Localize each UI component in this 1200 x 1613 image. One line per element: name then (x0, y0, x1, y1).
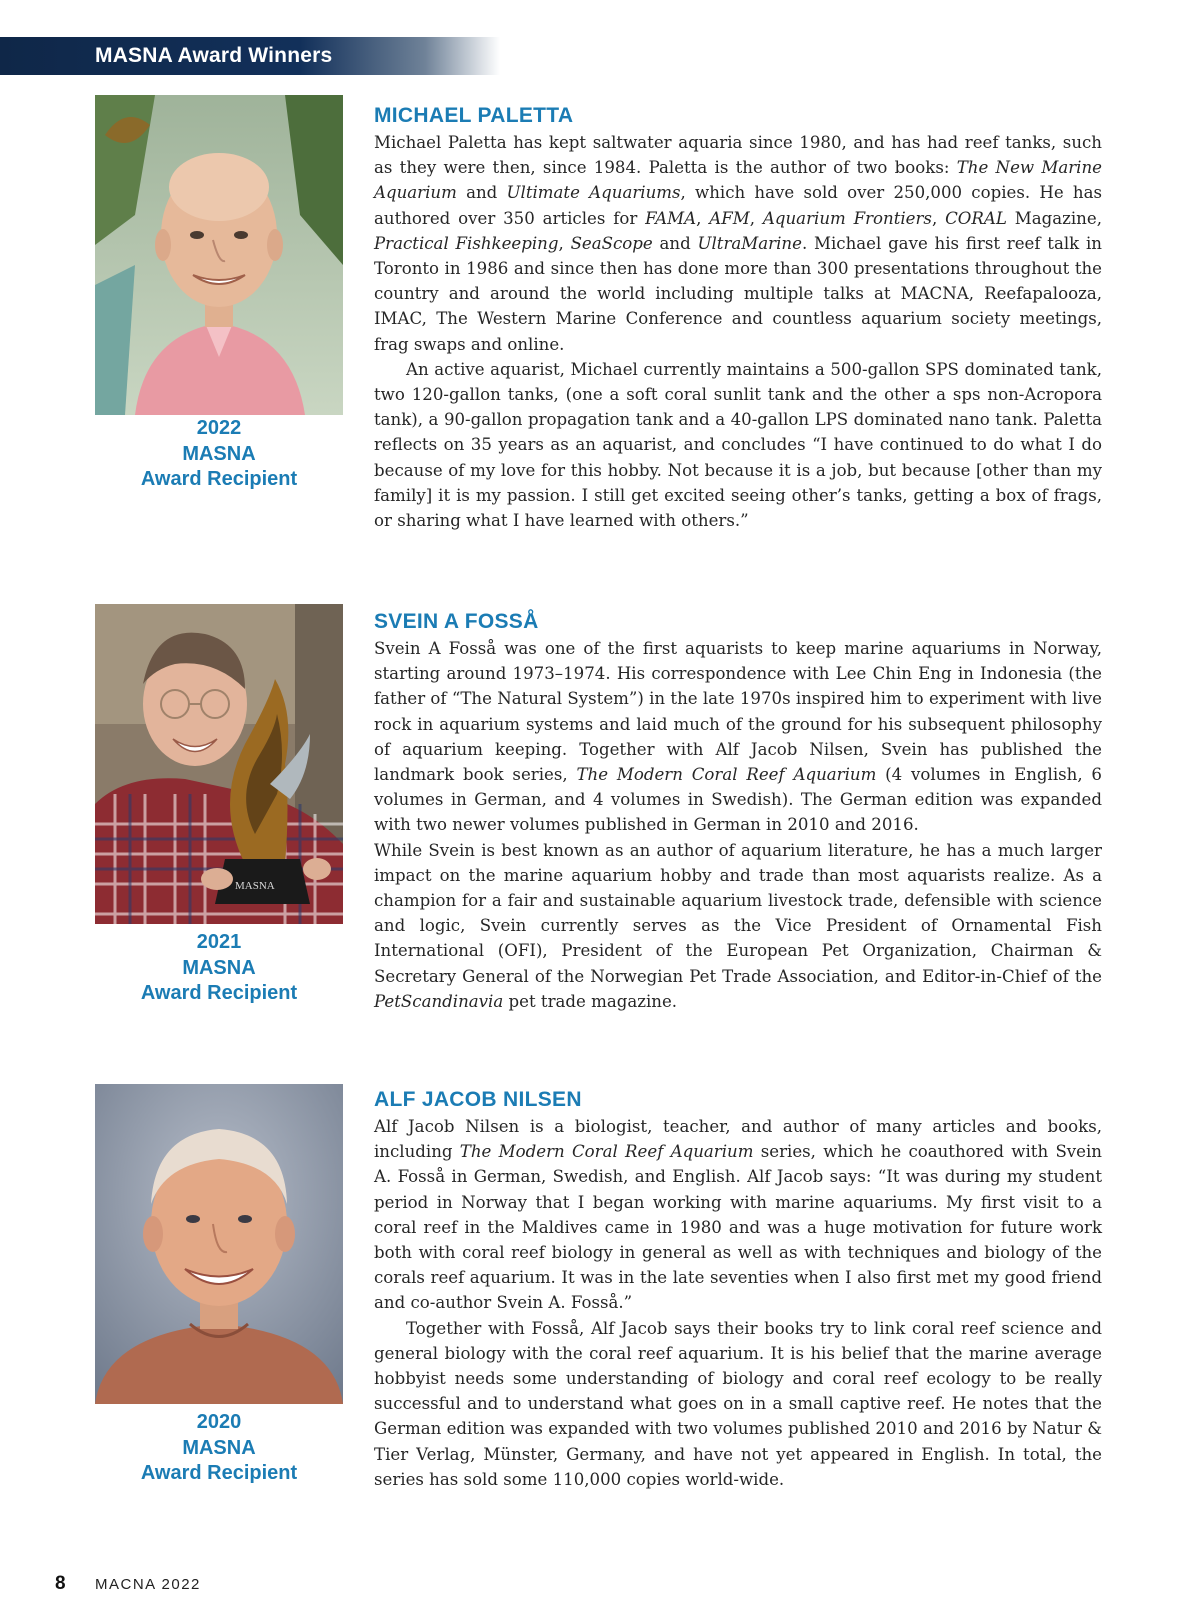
award-caption-2022 (95, 416, 343, 493)
section-title: MASNA Award Winners (95, 44, 333, 67)
award-org: MASNA (182, 956, 256, 979)
page-number: 8 (55, 1573, 66, 1594)
trophy-inscription: MASNA (235, 880, 275, 892)
bio-paragraph: Michael Paletta has kept saltwater aquaria since 1980, and has had reef tanks, such as they were then, since 1984. Paletta is the author of two books: The New Marine Aquarium and Ultimate Aquariums, which have sold over 250,000 copies. He has authored over 350 articles for FAMA, AFM, Aquarium Frontiers, CORAL Magazine, Practical Fishkeeping, SeaScope and UltraMarine. Michael gave his first reef talk in Toronto in 1986 and since then has done more than 300 presentations throughout the country and around the world including multiple talks at MACNA, Reefapalooza, IMAC, The Western Marine Conference and countless aquarium society meetings, frag swaps and online. (374, 133, 1102, 354)
winner-name: ALF JACOB NILSEN (374, 1088, 582, 1111)
bio-michael-paletta (374, 104, 1102, 533)
bio-paragraph: Alf Jacob Nilsen is a biologist, teacher, and author of many articles and books, including The Modern Coral Reef Aquarium series, which he coauthored with Svein A. Fosså in German, Swedish, and English. Alf Jacob says: “It was during my student period in Norway that I began working with marine aquariums. My first visit to a coral reef in the Maldives came in 1980 and was a huge motivation for future work both with coral reef biology in general as well as with techniques and biology of the corals reef aquarium. It was in the late seventies when I also first met my good friend and co-author Svein A. Fosså.” (374, 1117, 1102, 1313)
winner-name: MICHAEL PALETTA (374, 104, 574, 127)
award-caption-2020 (95, 1410, 343, 1487)
award-year: 2022 (196, 417, 242, 439)
bio-paragraph: While Svein is best known as an author of aquarium literature, he has a much larger impact on the marine aquarium hobby and trade than most aquarists realize. As a champion for a fair and sustainable aquarium livestock trade, defensible with science and logic, Svein currently serves as the Vice President of Ornamental Fish International (OFI), President of the European Pet Organization, Chairman & Secretary General of the Norwegian Pet Trade Association, and Editor-in-Chief of the PetScandinavia pet trade magazine. (374, 840, 1102, 1011)
bio-paragraph: Together with Fosså, Alf Jacob says their books try to link coral reef science and general biology with the coral reef aquarium. It is his belief that the marine average hobbyist needs some understanding of biology and coral reef ecology to be really successful and to understand what goes on in a small captive reef. He notes that the German edition was expanded with two volumes published 2010 and 2016 by Natur & Tier Verlag, Münster, Germany, and have not yet appeared in English. In total, the series has sold some 110,000 copies world-wide. (374, 1318, 1102, 1489)
bio-paragraph: An active aquarist, Michael currently maintains a 500-gallon SPS dominated tank, two 120-gallon tanks, (one a soft coral sunlit tank and the other a sps non-Acropora tank), a 90-gallon propagation tank and a 40-gallon LPS dominated nano tank. Paletta reflects on 35 years as an aquarist, and concludes “I have continued to do what I do because of my love for this hobby. Not because it is a job, but because [other than my family] it is my passion. I still get excited seeing other’s tanks, getting a box of frags, or sharing what I have learned with others.” (374, 359, 1102, 531)
bio-svein-fossa (374, 610, 1102, 1014)
award-caption-2021 (95, 930, 343, 1007)
award-year: 2021 (196, 931, 242, 953)
winner-name: SVEIN A FOSSÅ (374, 610, 539, 633)
publication-name: MACNA 2022 (95, 1576, 201, 1593)
photo-svein-fossa (95, 604, 343, 924)
award-label: Award Recipient (140, 1462, 298, 1484)
award-org: MASNA (182, 442, 256, 465)
photo-michael-paletta (95, 95, 343, 415)
award-label: Award Recipient (140, 982, 298, 1004)
photo-alf-jacob-nilsen (95, 1084, 343, 1404)
award-year: 2020 (196, 1411, 242, 1433)
bio-alf-jacob-nilsen (374, 1088, 1102, 1492)
award-label: Award Recipient (140, 468, 298, 490)
award-org: MASNA (182, 1436, 256, 1459)
bio-paragraph: Svein A Fosså was one of the first aquarists to keep marine aquariums in Norway, starting around 1973–1974. His correspondence with Lee Chin Eng in Indonesia (the father of “The Natural System”) in the late 1970s inspired him to experiment with live rock in aquarium systems and laid much of the ground for his subsequent philosophy of aquarium keeping. Together with Alf Jacob Nilsen, Svein has published the landmark book series, The Modern Coral Reef Aquarium (4 volumes in English, 6 volumes in German, and 4 volumes in Swedish). The German edition was expanded with two newer volumes published in German in 2010 and 2016. (374, 639, 1102, 835)
